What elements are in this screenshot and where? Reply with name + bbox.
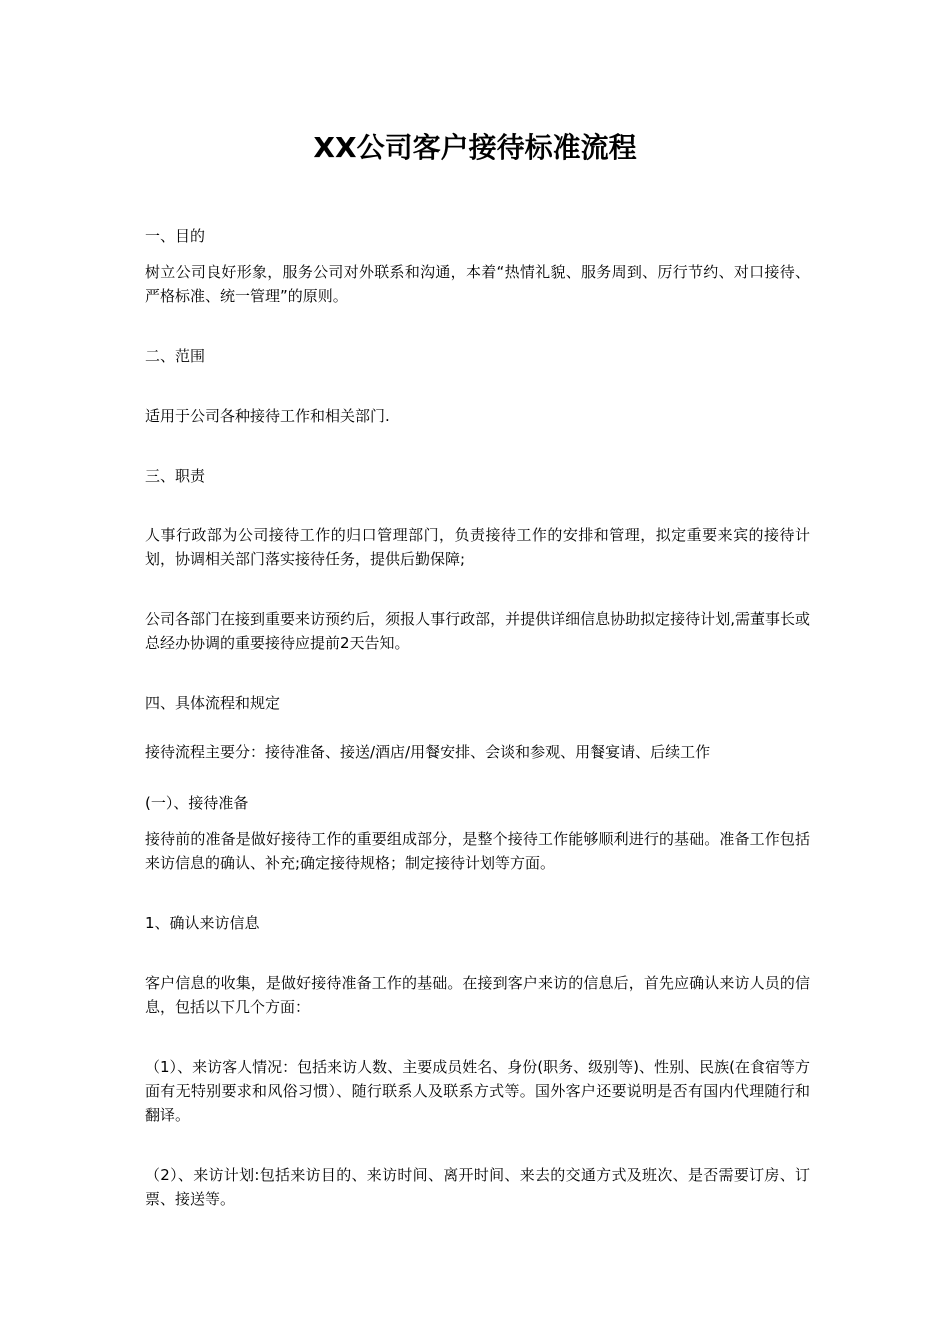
paragraph-duties-hr: 人事行政部为公司接待工作的归口管理部门，负责接待工作的安排和管理，拟定重要来宾的接待计划，协调相关部门落实接待任务，提供后勤保障; — [145, 526, 810, 568]
section-heading-process: 四、具体流程和规定 — [145, 694, 281, 712]
paragraph-duties-departments: 公司各部门在接到重要来访预约后，须报人事行政部，并提供详细信息协助拟定接待计划,需董事长或总经办协调的重要接待应提前2天告知。 — [145, 610, 810, 652]
subsection-heading-preparation: (一）、接待准备 — [145, 794, 249, 812]
paragraph-scope: 适用于公司各种接待工作和相关部门. — [145, 407, 390, 425]
item-heading-confirm-info: 1、确认来访信息 — [145, 914, 260, 932]
paragraph-visitor-details: （1）、来访客人情况：包括来访人数、主要成员姓名、身份(职务、级别等)、性别、民族(在食宿等方面有无特别要求和风俗习惯）、随行联系人及联系方式等。国外客户还要说明是否有国内代理随行和翻译。 — [145, 1058, 810, 1124]
section-heading-purpose: 一、目的 — [145, 227, 206, 245]
paragraph-preparation: 接待前的准备是做好接待工作的重要组成部分，是整个接待工作能够顺利进行的基础。准备工作包括来访信息的确认、补充;确定接待规格；制定接待计划等方面。 — [145, 830, 810, 872]
paragraph-confirm-info: 客户信息的收集，是做好接待准备工作的基础。在接到客户来访的信息后，首先应确认来访人员的信息，包括以下几个方面： — [145, 974, 810, 1016]
section-heading-duties: 三、职责 — [145, 467, 206, 485]
document-title: XX公司客户接待标准流程 — [313, 131, 637, 164]
paragraph-process-overview: 接待流程主要分：接待准备、接送/酒店/用餐安排、会谈和参观、用餐宴请、后续工作 — [145, 743, 711, 761]
section-heading-scope: 二、范围 — [145, 347, 206, 365]
paragraph-purpose: 树立公司良好形象，服务公司对外联系和沟通，本着“热情礼貌、服务周到、厉行节约、对口接待、严格标准、统一管理”的原则。 — [145, 263, 810, 305]
paragraph-visit-plan: （2）、来访计划:包括来访目的、来访时间、离开时间、来去的交通方式及班次、是否需要订房、订票、接送等。 — [145, 1166, 810, 1208]
